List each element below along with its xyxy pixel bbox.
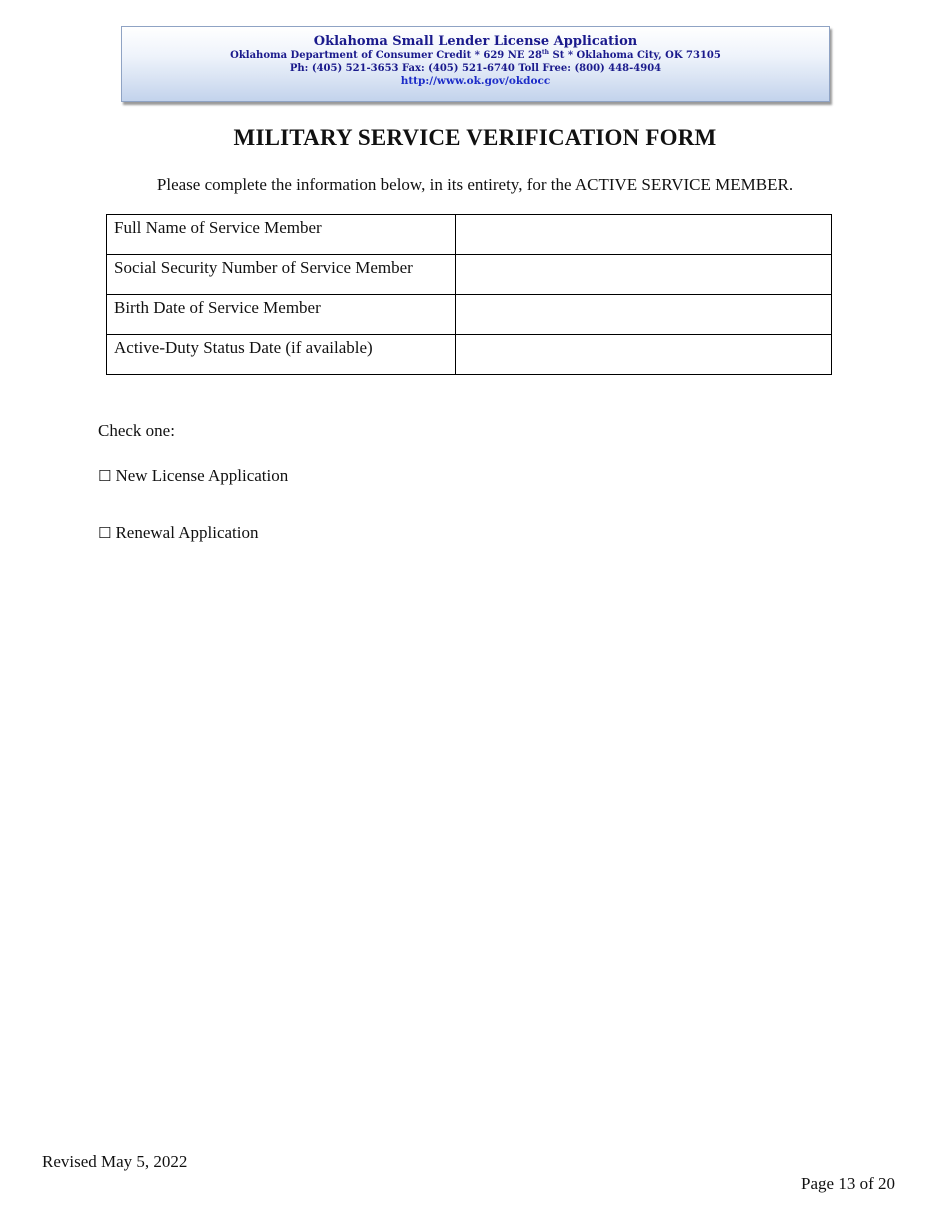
new-license-label: New License Application [115,466,289,485]
service-member-info-table [106,214,832,375]
agency-phones: Ph: (405) 521-3653 Fax: (405) 521-6740 Toll Free: (800) 448-4904 [289,63,662,74]
form-title: MILITARY SERVICE VERIFICATION FORM [233,125,717,150]
new-license-option[interactable] [98,466,288,486]
application-title: Oklahoma Small Lender License Application [313,34,638,49]
renewal-checkbox[interactable]: ☐ [98,523,112,542]
table-row [107,295,832,335]
new-license-checkbox[interactable]: ☐ [98,466,112,485]
ssn-label: Social Security Number of Service Member [107,255,456,295]
full-name-field[interactable] [455,215,831,255]
renewal-option[interactable] [98,523,259,543]
check-one-label: Check one: [98,421,175,440]
agency-address-end: St * Oklahoma City, OK 73105 [549,50,721,61]
form-instructions: Please complete the information below, in its entirety, for the ACTIVE SERVICE MEMBER. [156,175,794,194]
agency-address [122,49,829,62]
birth-date-field[interactable] [455,295,831,335]
letterhead-banner [121,26,830,102]
active-duty-date-label: Active-Duty Status Date (if available) [107,335,456,375]
revision-date: Revised May 5, 2022 [42,1152,188,1171]
active-duty-date-field[interactable] [455,335,831,375]
table-row [107,335,832,375]
agency-url-link[interactable]: http://www.ok.gov/okdocc [400,75,551,87]
renewal-label: Renewal Application [115,523,259,542]
agency-address-ordinal: th [541,49,550,56]
birth-date-label: Birth Date of Service Member [107,295,456,335]
table-row [107,255,832,295]
table-row [107,215,832,255]
agency-address-start: Oklahoma Department of Consumer Credit * 629 NE 28 [230,50,542,61]
page-number: Page 13 of 20 [801,1174,895,1193]
full-name-label: Full Name of Service Member [107,215,456,255]
ssn-field[interactable] [455,255,831,295]
